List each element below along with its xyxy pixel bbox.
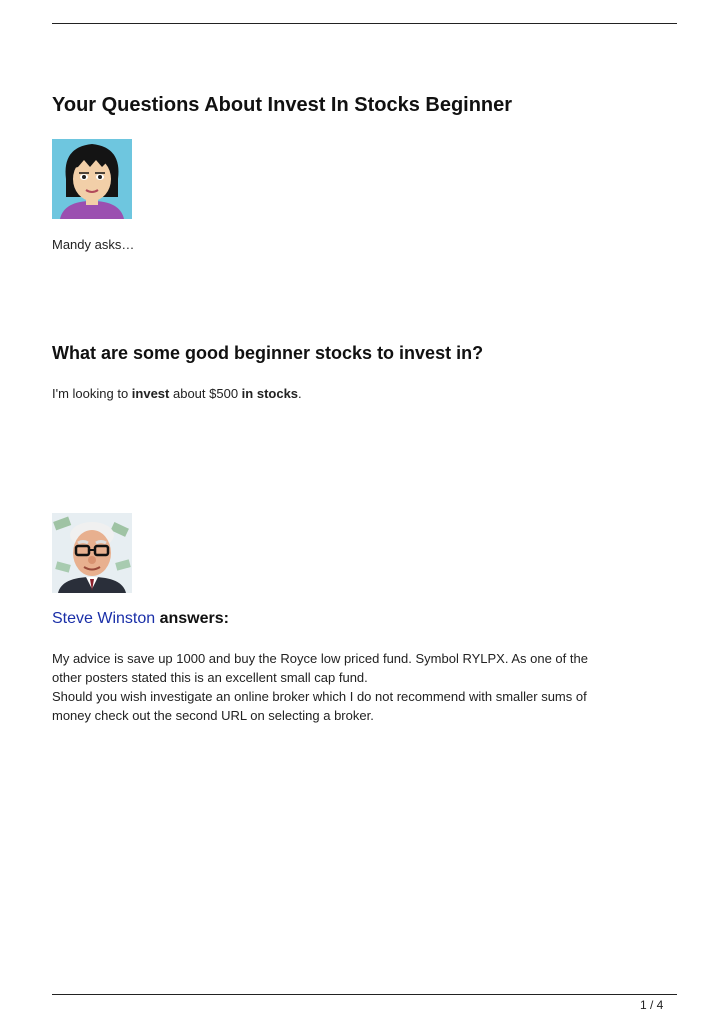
header-rule xyxy=(52,23,677,24)
question-body-bold: in stocks xyxy=(241,386,299,401)
page-title: Your Questions About Invest In Stocks Beginner xyxy=(52,94,513,116)
answer-body xyxy=(52,649,677,725)
page-number: 1 / 4 xyxy=(640,998,664,1012)
question-body-bold: invest xyxy=(131,386,170,401)
answer-body-line: My advice is save up 1000 and buy the Royce low priced fund. Symbol RYLPX. As one of the xyxy=(52,651,588,666)
answerer-avatar xyxy=(52,513,132,593)
answer-body-line: Should you wish investigate an online broker which I do not recommend with smaller sums of xyxy=(52,689,587,704)
footer-rule xyxy=(52,994,677,995)
question-body xyxy=(52,386,302,401)
elderly-man-glasses-avatar-icon xyxy=(52,513,132,593)
answer-label: answers: xyxy=(159,610,229,627)
question-body-text: . xyxy=(298,386,302,401)
answer-body-line: money check out the second URL on selecting a broker. xyxy=(52,708,374,723)
asker-avatar xyxy=(52,139,132,219)
cartoon-woman-avatar-icon xyxy=(52,139,132,219)
answer-body-line: other posters stated this is an excellent small cap fund. xyxy=(52,670,368,685)
question-body-text: about $500 xyxy=(169,386,242,401)
answer-author-link[interactable]: Steve Winston xyxy=(52,610,156,627)
question-title: What are some good beginner stocks to invest in? xyxy=(52,343,484,363)
answer-heading xyxy=(52,610,229,628)
question-body-text: I'm looking to xyxy=(52,386,132,401)
asker-line: Mandy asks… xyxy=(52,237,135,252)
